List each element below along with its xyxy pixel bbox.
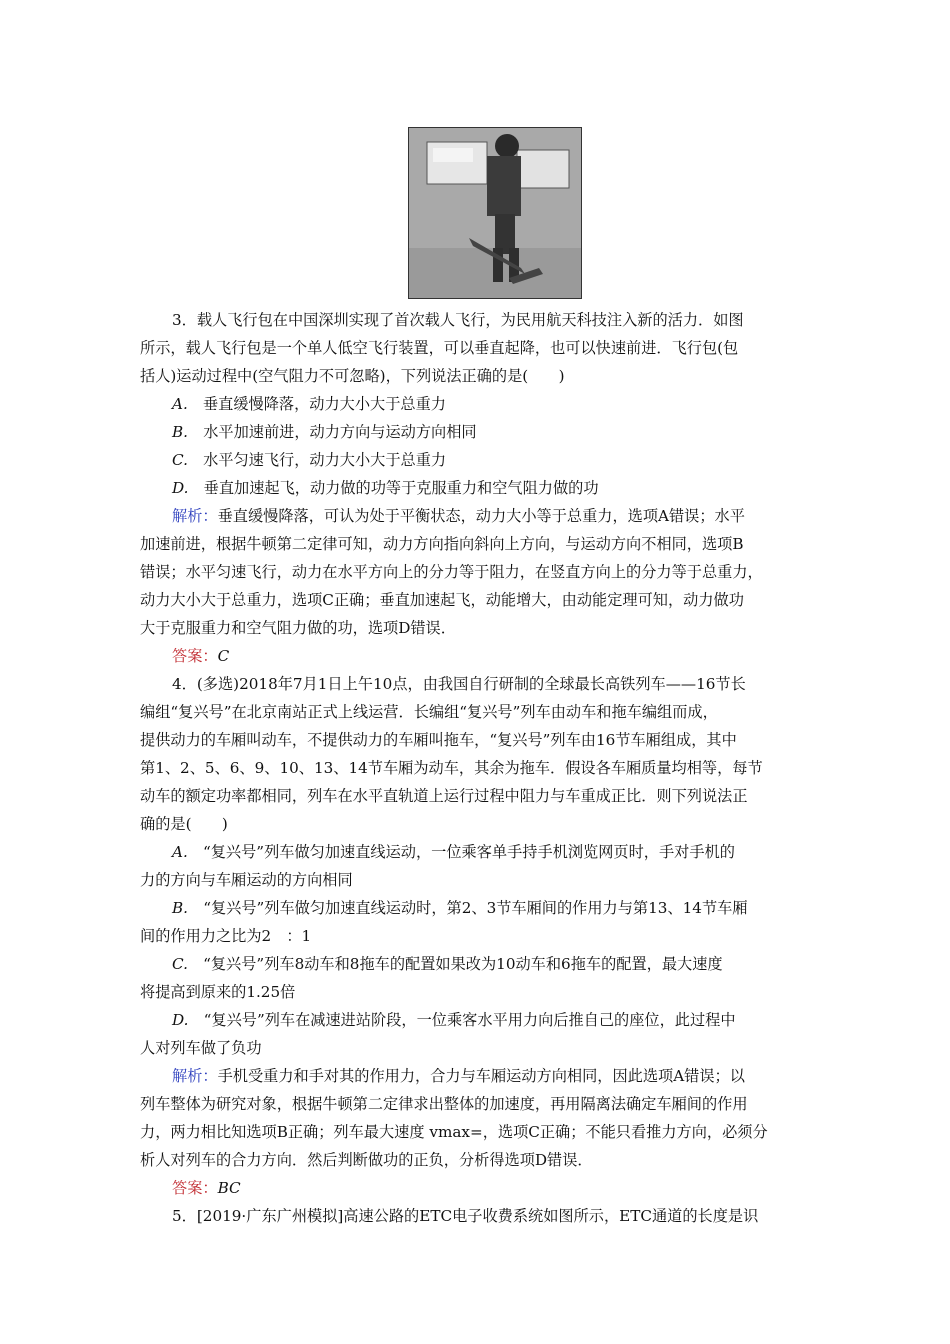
- question-3-analysis-line: 错误；水平匀速飞行，动力在水平方向上的分力等于阻力，在竖直方向上的分力等于总重力，: [140, 563, 763, 581]
- question-4-option-c-cont: 将提高到原来的1.25倍: [140, 983, 296, 1001]
- analysis-label: 解析：: [172, 1067, 218, 1085]
- question-3: [140, 306, 816, 670]
- jetpack-illustration: [409, 128, 581, 298]
- answer-value: BC: [217, 1179, 241, 1197]
- question-4-stem-line: 第1、2、5、6、9、10、13、14节车厢为动车，其余为拖车．假设各车厢质量均相等，每节: [140, 759, 763, 777]
- question-3-stem-line: 所示，载人飞行包是一个单人低空飞行装置，可以垂直起降，也可以快速前进．飞行包(包: [140, 339, 739, 357]
- answer-value: C: [217, 647, 230, 665]
- document-body: [140, 306, 816, 1230]
- analysis-label: 解析：: [172, 507, 218, 525]
- question-4-option-c: C. “复兴号”列车8动车和8拖车的配置如果改为10动车和6拖车的配置，最大速度: [172, 955, 723, 973]
- question-4-option-d-cont: 人对列车做了负功: [140, 1039, 262, 1057]
- question-5: [140, 1202, 816, 1230]
- question-3-option-b: B. 水平加速前进，动力方向与运动方向相同: [172, 423, 477, 441]
- question-4-analysis-line: 解析：手机受重力和手对其的作用力，合力与车厢运动方向相同，因此选项A错误；以: [172, 1067, 745, 1085]
- question-3-answer: [140, 642, 816, 670]
- question-3-stem-line: 括人)运动过程中(空气阻力不可忽略)，下列说法正确的是( ): [140, 367, 565, 385]
- answer-label: 答案：: [172, 1179, 218, 1197]
- question-4: [140, 670, 816, 1202]
- question-4-option-b: B. “复兴号”列车做匀加速直线运动时，第2、3节车厢间的作用力与第13、14节车厢: [172, 899, 748, 917]
- question-4-option-a: A. “复兴号”列车做匀加速直线运动，一位乘客单手持手机浏览网页时，手对手机的: [172, 843, 735, 861]
- question-3-analysis-line: 动力大小大于总重力，选项C正确；垂直加速起飞，动能增大，由动能定理可知，动力做功: [140, 591, 744, 609]
- question-4-stem-line: 确的是( ): [140, 815, 228, 833]
- question-3-stem-line: 3．载人飞行包在中国深圳实现了首次载人飞行，为民用航天科技注入新的活力．如图: [172, 311, 744, 329]
- question-4-option-b-cont: 间的作用力之比为2 ：1: [140, 927, 312, 945]
- question-3-option-c: C. 水平匀速飞行，动力大小大于总重力: [172, 451, 447, 469]
- question-4-analysis-line: 析人对列车的合力方向．然后判断做功的正负，分析得选项D错误．: [140, 1151, 593, 1169]
- question-4-stem-line: 提供动力的车厢叫动车，不提供动力的车厢叫拖车，“复兴号”列车由16节车厢组成，其中: [140, 731, 737, 749]
- jetpack-pilot-photo: [408, 127, 582, 299]
- question-4-stem-line: 编组“复兴号”在北京南站正式上线运营．长编组“复兴号”列车由动车和拖车编组而成，: [140, 703, 718, 721]
- question-3-analysis-line: 加速前进，根据牛顿第二定律可知，动力方向指向斜向上方向，与运动方向不相同，选项B: [140, 535, 744, 553]
- question-4-stem-line: 动车的额定功率都相同，列车在水平直轨道上运行过程中阻力与车重成正比．则下列说法正: [140, 787, 748, 805]
- question-3-option-d: D. 垂直加速起飞，动力做的功等于克服重力和空气阻力做的功: [172, 479, 599, 497]
- question-4-option-a-cont: 力的方向与车厢运动的方向相同: [140, 871, 353, 889]
- question-3-analysis-line: 大于克服重力和空气阻力做的功，选项D错误．: [140, 619, 456, 637]
- question-4-analysis-line: 力，两力相比知选项B正确；列车最大速度 vmax=，选项C正确；不能只看推力方向，必须分: [140, 1123, 768, 1141]
- question-4-option-d: D. “复兴号”列车在减速进站阶段，一位乘客水平用力向后推自己的座位，此过程中: [172, 1011, 736, 1029]
- question-4-answer: [140, 1174, 816, 1202]
- question-4-stem-line: 4．(多选)2018年7月1日上午10点，由我国自行研制的全球最长高铁列车——16节长: [172, 675, 746, 693]
- question-3-analysis-line: 解析：垂直缓慢降落，可认为处于平衡状态，动力大小等于总重力，选项A错误；水平: [172, 507, 745, 525]
- question-4-analysis-line: 列车整体为研究对象，根据牛顿第二定律求出整体的加速度，再用隔离法确定车厢间的作用: [140, 1095, 748, 1113]
- answer-label: 答案：: [172, 647, 218, 665]
- question-3-option-a: A. 垂直缓慢降落，动力大小大于总重力: [172, 395, 446, 413]
- question-5-stem-line: 5．[2019·广东广州模拟]高速公路的ETC电子收费系统如图所示，ETC通道的长度是识: [172, 1207, 759, 1225]
